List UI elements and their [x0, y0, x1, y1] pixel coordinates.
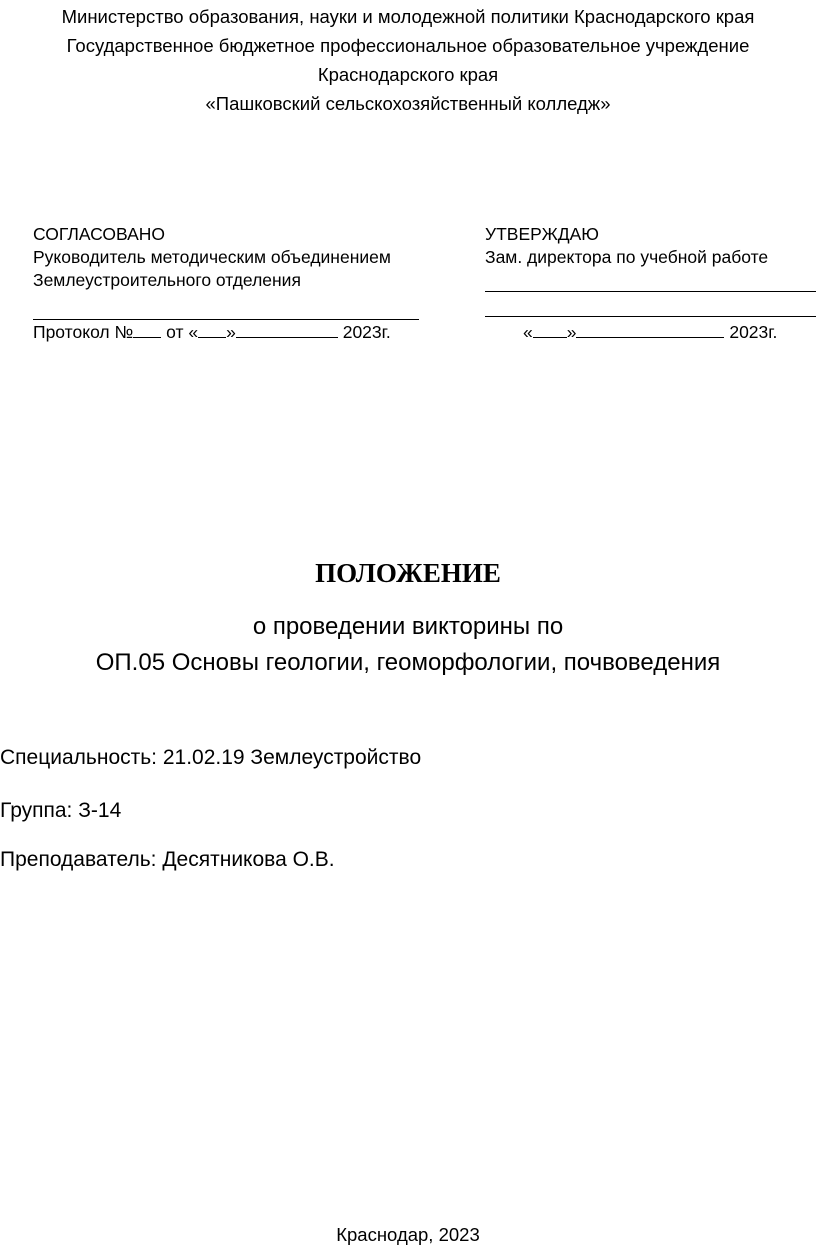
teacher-line: Преподаватель: Десятникова О.В. [0, 848, 335, 871]
group-line: Группа: З-14 [0, 799, 122, 822]
region-line: Краснодарского края [317, 64, 499, 85]
document-subtitle-line2: ОП.05 Основы геологии, геоморфологии, почвоведения [95, 649, 721, 676]
protocol-line [33, 320, 391, 344]
approve-month-blank [576, 320, 724, 338]
college-name-line: «Пашковский сельскохозяйственный колледж» [205, 93, 611, 114]
approval-block-left [33, 223, 433, 292]
approval-block-right [485, 223, 816, 269]
ministry-line: Министерство образования, науки и молодежной политики Краснодарского края [61, 6, 755, 27]
protocol-number-blank [133, 320, 161, 338]
agreed-position-line2: Землеустроительного отделения [33, 270, 301, 290]
approve-year: 2023г. [729, 322, 778, 342]
institution-header [0, 2, 816, 118]
approve-quote-open: « [523, 322, 533, 342]
document-subtitle-line1: о проведении викторины по [252, 613, 564, 640]
approve-signature-line-2 [485, 316, 816, 317]
city-year-footer: Краснодар, 2023 [336, 1224, 480, 1245]
protocol-from: от « [166, 322, 199, 342]
specialty-line: Специальность: 21.02.19 Землеустройство [0, 746, 422, 769]
agreed-position-line1: Руководитель методическим объединением [33, 247, 391, 267]
protocol-quote-close: » [226, 322, 236, 342]
protocol-month-blank [236, 320, 338, 338]
approve-day-blank [533, 320, 567, 338]
protocol-year: 2023г. [342, 322, 391, 342]
approve-quote-close: » [566, 322, 577, 342]
approve-date-line [523, 320, 777, 344]
approve-position-line: Зам. директора по учебной работе [485, 247, 769, 267]
approve-signature-line-1 [485, 291, 816, 292]
document-title: ПОЛОЖЕНИЕ [315, 558, 501, 588]
approve-heading: УТВЕРЖДАЮ [485, 224, 599, 244]
institution-type-line: Государственное бюджетное профессиональное образовательное учреждение [66, 35, 750, 56]
protocol-prefix: Протокол № [33, 322, 134, 342]
agreed-heading: СОГЛАСОВАНО [33, 224, 166, 244]
protocol-day-blank [198, 320, 226, 338]
